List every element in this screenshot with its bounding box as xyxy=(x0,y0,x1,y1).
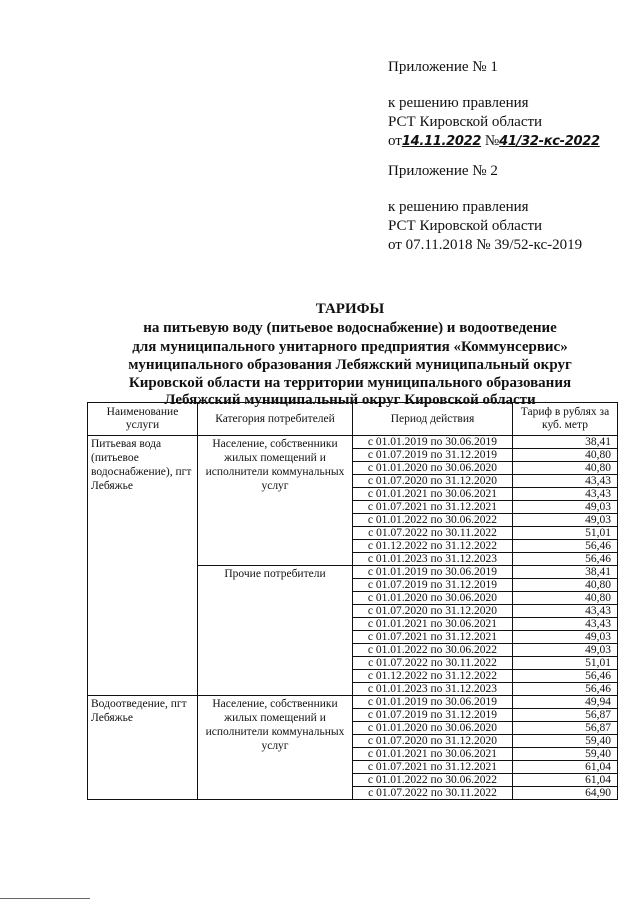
appendix-1-title: Приложение № 1 xyxy=(388,59,498,75)
appendix-2-line-2: РСТ Кировской области xyxy=(388,218,543,234)
price-cell: 38,41 xyxy=(513,436,618,449)
price-cell: 49,03 xyxy=(513,631,618,644)
period-cell: с 01.01.2022 по 30.06.2022 xyxy=(353,514,513,527)
period-cell: с 01.07.2021 по 31.12.2021 xyxy=(353,761,513,774)
consumer-category-cell: Население, собственники жилых помещений и исполнители коммунальных услуг xyxy=(198,436,353,566)
period-cell: с 01.07.2020 по 31.12.2020 xyxy=(353,475,513,488)
service-name-cell: Питьевая вода (питьевое водоснабжение), пгт Лебяжье xyxy=(88,436,198,696)
price-cell: 40,80 xyxy=(513,579,618,592)
price-cell: 56,46 xyxy=(513,683,618,696)
price-cell: 43,43 xyxy=(513,475,618,488)
price-cell: 59,40 xyxy=(513,748,618,761)
period-cell: с 01.07.2022 по 30.11.2022 xyxy=(353,787,513,800)
price-cell: 49,03 xyxy=(513,501,618,514)
price-cell: 49,03 xyxy=(513,644,618,657)
period-cell: с 01.07.2022 по 30.11.2022 xyxy=(353,657,513,670)
subtitle-line: Кировской области на территории муниципального образования xyxy=(128,375,572,391)
period-cell: с 01.01.2021 по 30.06.2021 xyxy=(353,488,513,501)
appendix-2-line-1: к решению правления xyxy=(388,199,529,215)
column-header-period: Период действия xyxy=(353,403,513,436)
period-cell: с 01.01.2019 по 30.06.2019 xyxy=(353,436,513,449)
price-cell: 64,90 xyxy=(513,787,618,800)
price-cell: 40,80 xyxy=(513,449,618,462)
tariffs-table xyxy=(87,402,618,800)
appendix-2-title: Приложение № 2 xyxy=(388,163,498,179)
period-cell: с 01.12.2022 по 31.12.2022 xyxy=(353,540,513,553)
service-name-cell: Водоотведение, пгт Лебяжье xyxy=(88,696,198,800)
appendix-1-line-1: к решению правления xyxy=(388,95,529,111)
price-cell: 61,04 xyxy=(513,761,618,774)
appendix-1-date: 14.11.2022 xyxy=(401,134,482,149)
subtitle-line: муниципального образования Лебяжский муниципальный округ xyxy=(128,357,572,373)
period-cell: с 01.07.2021 по 31.12.2021 xyxy=(353,631,513,644)
period-cell: с 01.07.2021 по 31.12.2021 xyxy=(353,501,513,514)
period-cell: с 01.07.2019 по 31.12.2019 xyxy=(353,709,513,722)
table-header-row xyxy=(88,403,618,436)
period-cell: с 01.01.2023 по 31.12.2023 xyxy=(353,553,513,566)
period-cell: с 01.01.2022 по 30.06.2022 xyxy=(353,644,513,657)
subtitle-line: на питьевую воду (питьевое водоснабжение) и водоотведение xyxy=(143,320,557,336)
period-cell: с 01.07.2019 по 31.12.2019 xyxy=(353,449,513,462)
appendix-1-block xyxy=(388,58,628,151)
appendix-1-prefix-no: № xyxy=(484,133,500,149)
period-cell: с 01.01.2020 по 30.06.2020 xyxy=(353,592,513,605)
period-cell: с 01.01.2022 по 30.06.2022 xyxy=(353,774,513,787)
price-cell: 49,94 xyxy=(513,696,618,709)
price-cell: 43,43 xyxy=(513,618,618,631)
price-cell: 51,01 xyxy=(513,527,618,540)
column-header-price: Тариф в рублях за куб. метр xyxy=(513,403,618,436)
period-cell: с 01.12.2022 по 31.12.2022 xyxy=(353,670,513,683)
consumer-category-cell: Население, собственники жилых помещений и исполнители коммунальных услуг xyxy=(198,696,353,800)
document-title: ТАРИФЫ xyxy=(315,301,385,317)
period-cell: с 01.01.2023 по 31.12.2023 xyxy=(353,683,513,696)
consumer-category-cell: Прочие потребители xyxy=(198,566,353,696)
column-header-service: Наименование услуги xyxy=(88,403,198,436)
price-cell: 56,46 xyxy=(513,540,618,553)
period-cell: с 01.01.2021 по 30.06.2021 xyxy=(353,618,513,631)
subtitle-line: для муниципального унитарного предприятия «Коммунсервис» xyxy=(132,339,568,355)
footer-divider xyxy=(0,898,90,899)
appendix-2-line-3: от 07.11.2018 № 39/52-кс-2019 xyxy=(388,237,583,253)
price-cell: 56,46 xyxy=(513,670,618,683)
period-cell: с 01.01.2020 по 30.06.2020 xyxy=(353,722,513,735)
price-cell: 43,43 xyxy=(513,488,618,501)
price-cell: 40,80 xyxy=(513,592,618,605)
table-row xyxy=(88,696,618,709)
period-cell: с 01.01.2021 по 30.06.2021 xyxy=(353,748,513,761)
price-cell: 56,87 xyxy=(513,722,618,735)
price-cell: 43,43 xyxy=(513,605,618,618)
period-cell: с 01.07.2019 по 31.12.2019 xyxy=(353,579,513,592)
appendix-1-number: 41/32-кс-2022 xyxy=(499,134,600,149)
price-cell: 61,04 xyxy=(513,774,618,787)
price-cell: 56,46 xyxy=(513,553,618,566)
period-cell: с 01.07.2022 по 30.11.2022 xyxy=(353,527,513,540)
subtitle-line: Лебяжский муниципальный округ Кировской области xyxy=(164,392,536,408)
tariffs-table-body xyxy=(88,436,618,800)
price-cell: 59,40 xyxy=(513,735,618,748)
period-cell: с 01.07.2020 по 31.12.2020 xyxy=(353,605,513,618)
price-cell: 56,87 xyxy=(513,709,618,722)
price-cell: 49,03 xyxy=(513,514,618,527)
period-cell: с 01.01.2020 по 30.06.2020 xyxy=(353,462,513,475)
price-cell: 40,80 xyxy=(513,462,618,475)
price-cell: 51,01 xyxy=(513,657,618,670)
appendix-1-line-2: РСТ Кировской области xyxy=(388,114,543,130)
table-row xyxy=(88,436,618,449)
price-cell: 38,41 xyxy=(513,566,618,579)
period-cell: с 01.01.2019 по 30.06.2019 xyxy=(353,566,513,579)
appendix-2-block xyxy=(388,162,628,255)
period-cell: с 01.07.2020 по 31.12.2020 xyxy=(353,735,513,748)
period-cell: с 01.01.2019 по 30.06.2019 xyxy=(353,696,513,709)
appendix-1-prefix-from: от xyxy=(388,133,402,149)
column-header-category: Категория потребителей xyxy=(198,403,353,436)
appendix-1-date-line xyxy=(388,132,628,151)
